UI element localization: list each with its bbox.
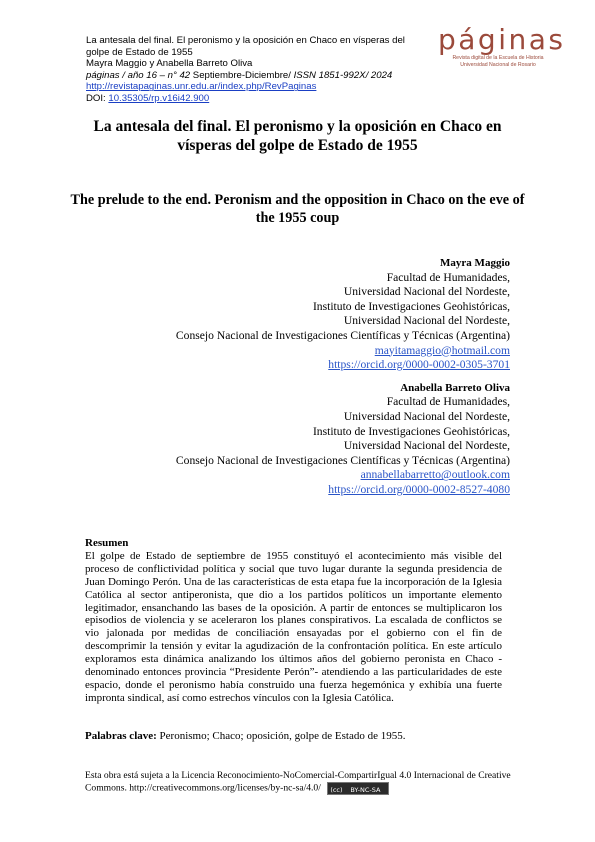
author-affiliation: Universidad Nacional del Nordeste, xyxy=(343,314,510,328)
journal-issn: ISSN 1851-992X/ 2024 xyxy=(290,69,393,81)
author-affiliation: Universidad Nacional del Nordeste, xyxy=(343,285,510,299)
doi-link[interactable]: 10.35305/rp.v16i42.900 xyxy=(108,92,210,104)
author-affiliation: Consejo Nacional de Investigaciones Científicas y Técnicas (Argentina) xyxy=(175,453,510,467)
logo-wordmark: páginas xyxy=(438,23,566,56)
author-orcid-link[interactable]: https://orcid.org/0000-0002-0305-3701 xyxy=(328,358,510,372)
author-email-link[interactable]: annabellabarretto@outlook.com xyxy=(360,468,510,482)
license-notice xyxy=(85,770,515,796)
header-title-line2: golpe de Estado de 1955 xyxy=(86,46,193,58)
keywords-label: Palabras clave: xyxy=(85,730,157,742)
author-affiliation: Instituto de Investigaciones Geohistóricas, xyxy=(312,424,510,438)
author-affiliation: Universidad Nacional del Nordeste, xyxy=(343,409,510,423)
author-email-link[interactable]: mayitamaggio@hotmail.com xyxy=(374,343,510,357)
author-orcid-link[interactable]: https://orcid.org/0000-0002-8527-4080 xyxy=(328,482,510,496)
header-doi xyxy=(86,93,446,105)
running-header xyxy=(86,35,446,105)
cc-icon: (cc) xyxy=(330,786,343,795)
abstract-heading: Resumen xyxy=(85,537,129,549)
author-affiliation: Universidad Nacional del Nordeste, xyxy=(343,439,510,453)
journal-issue: páginas / año 16 – n° 42 xyxy=(86,69,191,81)
article-title-en: The prelude to the end. Peronism and the opposition in Chaco on the eve of the 1955 coup xyxy=(70,192,525,226)
keywords-text: Peronismo; Chaco; oposición, golpe de Estado de 1955. xyxy=(156,730,406,742)
abstract-section xyxy=(85,537,502,705)
author-block xyxy=(90,256,510,498)
keywords-section xyxy=(85,730,502,743)
journal-logo xyxy=(438,23,566,68)
header-title-line1: La antesala del final. El peronismo y la oposición en Chaco en vísperas del xyxy=(86,35,405,46)
header-journal xyxy=(86,70,446,82)
cc-license-badge[interactable] xyxy=(327,782,389,795)
cc-by-nc-sa-label: BY-NC-SA xyxy=(350,786,381,795)
license-text: Esta obra está sujeta a la Licencia Reconocimiento-NoComercial-CompartirIgual 4.0 Internacional de Creative Commons. http://creativecommons.org/licenses/by-nc-sa/4.0/ xyxy=(85,770,511,795)
author-affiliation: Facultad de Humanidades, xyxy=(386,395,510,409)
author-affiliation: Facultad de Humanidades, xyxy=(386,270,510,284)
author-affiliation: Instituto de Investigaciones Geohistóricas, xyxy=(312,299,510,313)
header-authors: Mayra Maggio y Anabella Barreto Oliva xyxy=(86,58,253,70)
article-title-es: La antesala del final. El peronismo y la oposición en Chaco en vísperas del golpe de Estado de 1955 xyxy=(93,118,502,154)
abstract-text: El golpe de Estado de septiembre de 1955 constituyó el acontecimiento más visible del proceso de conflictividad política y social que tuvo lugar durante la segunda presidencia de Juan Domingo Perón. Una de las características de esta etapa fue la incorporación de la Iglesia Católica al sector antiperonista, que dio a los partidos políticos un importante elemento legitimador, ensanchando las bases de la oposición. A partir de entonces se multiplicaron los episodios de violencia y se aceleraron los planes conspirativos. La escalada de conflictos se vio jalonada por medidas de conciliación ensayadas por el gobierno con el fin de descomprimir la tensión y evitar la agudización de la confrontación política. En este artículo exploramos esta dinámica analizando los últimos años del gobierno peronista en Chaco -denominado entonces provincia “Presidente Perón”- atendiendo a las particularidades de este espacio, donde el peronismo había construido una fuerza hegemónica y exhibía una fuerte impronta sindical, así como estrechos vínculos con la Iglesia Católica. xyxy=(85,549,502,704)
journal-url-link[interactable]: http://revistapaginas.unr.edu.ar/index.php/RevPaginas xyxy=(86,81,317,93)
author-name: Anabella Barreto Oliva xyxy=(400,381,510,394)
doi-label: DOI: xyxy=(86,92,109,104)
author-affiliation: Consejo Nacional de Investigaciones Científicas y Técnicas (Argentina) xyxy=(175,328,510,342)
logo-subtitle-2: Universidad Nacional de Rosario xyxy=(460,61,536,68)
author-name: Mayra Maggio xyxy=(440,257,510,269)
logo-subtitle-1: Revista digital de la Escuela de Historia xyxy=(452,55,544,61)
journal-date: Septiembre-Diciembre/ xyxy=(190,69,291,81)
